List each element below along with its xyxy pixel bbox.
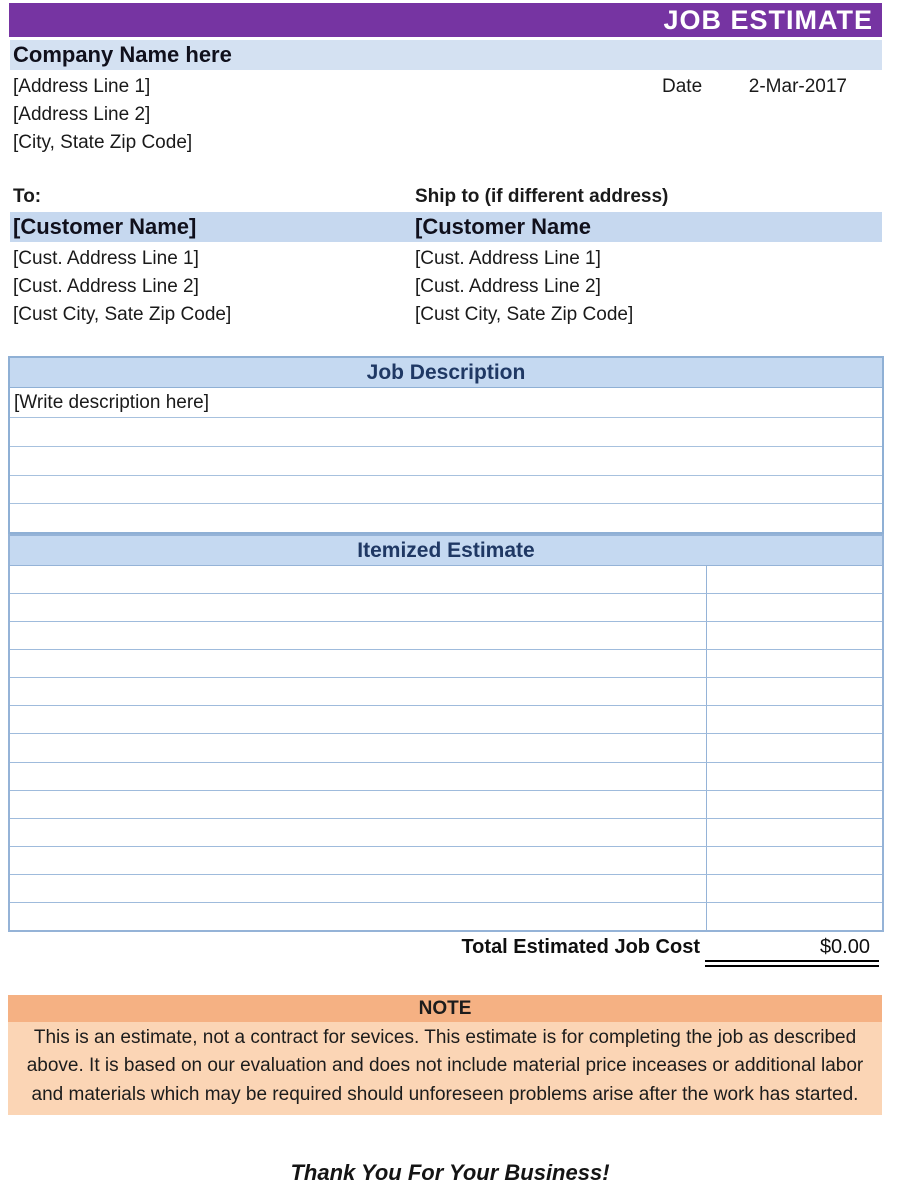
- itemized-row-amount-cell[interactable]: [707, 706, 882, 733]
- itemized-row-description-cell[interactable]: [10, 734, 707, 761]
- job-description-empty-row[interactable]: [10, 504, 882, 532]
- itemized-row-description-cell[interactable]: [10, 819, 707, 846]
- itemized-row-amount-cell[interactable]: [707, 594, 882, 621]
- job-description-empty-row[interactable]: [10, 418, 882, 447]
- note-section: [8, 995, 882, 1115]
- itemized-row: [10, 706, 882, 734]
- itemized-row-description-cell[interactable]: [10, 903, 707, 930]
- itemized-row: [10, 734, 882, 762]
- company-name[interactable]: Company Name here: [13, 42, 232, 67]
- itemized-row-description-cell[interactable]: [10, 678, 707, 705]
- ship-to-address-line-1[interactable]: [Cust. Address Line 1]: [415, 248, 601, 269]
- itemized-row-amount-cell[interactable]: [707, 678, 882, 705]
- itemized-row: [10, 650, 882, 678]
- bill-to-address-line-1[interactable]: [Cust. Address Line 1]: [13, 248, 199, 269]
- job-description-empty-row[interactable]: [10, 447, 882, 476]
- thank-you-message: Thank You For Your Business!: [290, 1160, 610, 1185]
- itemized-row: [10, 847, 882, 875]
- date-label: Date: [662, 76, 703, 97]
- itemized-row: [10, 791, 882, 819]
- bill-to-city-state-zip[interactable]: [Cust City, Sate Zip Code]: [13, 304, 232, 325]
- total-estimated-job-cost-value[interactable]: $0.00: [819, 936, 870, 958]
- itemized-row: [10, 903, 882, 930]
- itemized-row-amount-cell[interactable]: [707, 650, 882, 677]
- company-name-bar[interactable]: [10, 40, 882, 70]
- itemized-estimate-header: Itemized Estimate: [10, 536, 882, 566]
- itemized-row-description-cell[interactable]: [10, 875, 707, 902]
- bill-to-address-line-2[interactable]: [Cust. Address Line 2]: [13, 276, 199, 297]
- itemized-row: [10, 594, 882, 622]
- itemized-row-description-cell[interactable]: [10, 566, 707, 593]
- itemized-row-description-cell[interactable]: [10, 650, 707, 677]
- itemized-row-amount-cell[interactable]: [707, 903, 882, 930]
- job-description-empty-row[interactable]: [10, 476, 882, 505]
- itemized-row: [10, 678, 882, 706]
- itemized-row-description-cell[interactable]: [10, 594, 707, 621]
- itemized-row: [10, 763, 882, 791]
- job-description-input-row[interactable]: [Write description here]: [10, 388, 882, 418]
- itemized-row-description-cell[interactable]: [10, 706, 707, 733]
- job-description-empty-rows: [10, 418, 882, 532]
- ship-to-address-line-2[interactable]: [Cust. Address Line 2]: [415, 276, 601, 297]
- itemized-row-amount-cell[interactable]: [707, 847, 882, 874]
- job-description-header: Job Description: [10, 358, 882, 388]
- bill-to-label: To:: [13, 186, 42, 207]
- itemized-row-description-cell[interactable]: [10, 622, 707, 649]
- note-body-text: This is an estimate, not a contract for sevices. This estimate is for completing the job as described above. It is based on our evaluation and does not include material price inceases or additional labor and materials which may be required should unforeseen problems arise after the work has started.: [8, 1022, 882, 1115]
- ship-to-label: Ship to (if different address): [415, 186, 669, 207]
- total-double-underline: [705, 960, 879, 967]
- customer-name-bar[interactable]: [10, 212, 882, 242]
- company-city-state-zip[interactable]: [City, State Zip Code]: [13, 132, 193, 153]
- total-estimated-job-cost-label: Total Estimated Job Cost: [461, 936, 700, 958]
- itemized-row: [10, 622, 882, 650]
- itemized-row-amount-cell[interactable]: [707, 734, 882, 761]
- itemized-row-amount-cell[interactable]: [707, 819, 882, 846]
- note-header: NOTE: [8, 995, 882, 1022]
- itemized-row: [10, 875, 882, 903]
- itemized-estimate-rows: [10, 566, 882, 930]
- itemized-row-amount-cell[interactable]: [707, 763, 882, 790]
- itemized-row-amount-cell[interactable]: [707, 791, 882, 818]
- bill-to-customer-name[interactable]: [Customer Name]: [13, 214, 197, 239]
- company-address-line-2[interactable]: [Address Line 2]: [13, 104, 151, 125]
- ship-to-customer-name[interactable]: [Customer Name: [415, 214, 592, 239]
- itemized-row-amount-cell[interactable]: [707, 566, 882, 593]
- itemized-row-amount-cell[interactable]: [707, 622, 882, 649]
- itemized-row: [10, 819, 882, 847]
- document-title: JOB ESTIMATE: [663, 5, 873, 35]
- itemized-row-amount-cell[interactable]: [707, 875, 882, 902]
- itemized-row-description-cell[interactable]: [10, 847, 707, 874]
- itemized-estimate-table: [8, 534, 884, 932]
- ship-to-city-state-zip[interactable]: [Cust City, Sate Zip Code]: [415, 304, 634, 325]
- itemized-row-description-cell[interactable]: [10, 791, 707, 818]
- date-value[interactable]: 2-Mar-2017: [748, 76, 847, 97]
- job-description-table: [8, 356, 884, 534]
- itemized-row: [10, 566, 882, 594]
- itemized-row-description-cell[interactable]: [10, 763, 707, 790]
- company-address-line-1[interactable]: [Address Line 1]: [13, 76, 151, 97]
- document-title-bar: [9, 3, 882, 37]
